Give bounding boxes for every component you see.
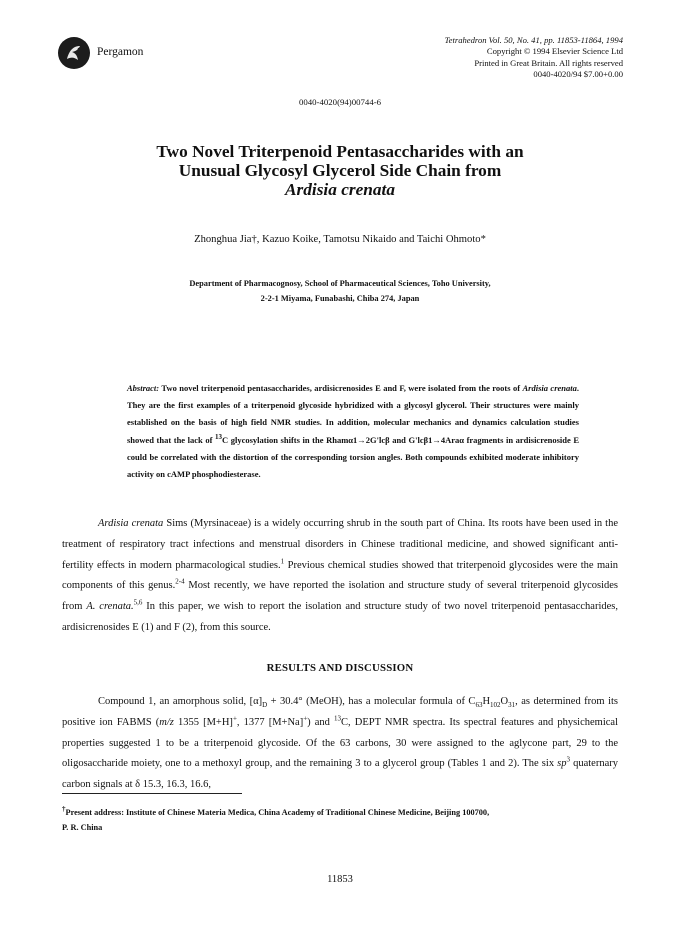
author-list: Zhonghua Jia†, Kazuo Koike, Tamotsu Nikaido and Taichi Ohmoto* (194, 234, 486, 245)
formula-subscript: 102 (490, 701, 501, 710)
charge-superscript: + (303, 714, 308, 723)
printed-line: Printed in Great Britain. All rights reserved (474, 57, 623, 68)
formula-element: O (500, 696, 509, 707)
pergamon-logo-icon (58, 37, 90, 69)
title-line-2: Unusual Glycosyl Glycerol Side Chain from (178, 161, 502, 180)
journal-citation: Tetrahedron Vol. 50, No. 41, pp. 11853-11864, 1994 (444, 35, 623, 45)
page-number: 11853 (327, 874, 353, 885)
affiliation-line-2: 2-2-1 Miyama, Funabashi, Chiba 274, Japan (260, 293, 420, 303)
body-text: C, DEPT NMR spectra. Its spectral features and physichemical properties suggested 1 to be a triterpenoid glycoside. Of the 63 carbons, 30 were assigned to the aglycone part, 29 to the oligosaccharide moiety, one to a methoxyl group, and the remaining 3 to a glycerol group (Tables 1 and 2). The six (62, 716, 618, 770)
abstract-text: Two novel triterpenoid pentasaccharides, ardisicrenosides E and F, were isolated from the roots of (159, 383, 523, 393)
intro-paragraph (62, 514, 618, 639)
abstract-species: Ardisia crenata (522, 383, 577, 393)
reference-superscript: 2-4 (175, 577, 185, 586)
body-text: quaternary carbon signals at δ 15.3, 16.3, 16.6, (62, 758, 618, 791)
title-line-1: Two Novel Triterpenoid Pentasaccharides with an (156, 142, 524, 161)
title-species: Ardisia crenata (285, 180, 395, 199)
body-text: Compound 1, an amorphous solid, [α] (98, 696, 263, 707)
body-text: Most recently, we have reported the isolation and structure study of several triterpenoid glycosides from (62, 580, 618, 613)
doi: 0040-4020(94)00744-6 (298, 97, 382, 107)
body-text: Previous chemical studies showed that triterpenoid glycosides were the main components of this genus. (62, 559, 619, 592)
publisher-name: Pergamon (97, 46, 144, 58)
footnote-text: Present address: Institute of Chinese Materia Medica, China Academy of Traditional Chinese Medicine, Beijing 100700, (65, 808, 490, 817)
isotope-superscript: 13 (215, 432, 223, 441)
abstract (127, 380, 579, 483)
results-paragraph (62, 692, 618, 796)
dagger-mark: † (62, 805, 66, 814)
abstract-label: Abstract: (127, 383, 160, 393)
copyright-line: Copyright © 1994 Elsevier Science Ltd (486, 46, 623, 57)
abstract-text: . They are the first examples of a triterpenoid glycoside hybridized with a glycosyl glycerol. Their structures were mainly established on the basis of high field NMR studies. In addition, molecular mechanics and dynamics calculation studies showed that the lack of (127, 383, 579, 445)
footnote-line-1 (62, 805, 618, 820)
body-text: In this paper, we wish to report the isolation and structure study of two novel triterpenoid pentasaccharides, ardisicrenosides E (1) and F (2), from this source. (62, 601, 618, 633)
footnote-line-2: P. R. China (62, 823, 103, 833)
reference-superscript: 5,6 (133, 598, 143, 607)
article-title (60, 142, 620, 199)
hybridization-superscript: 3 (566, 755, 571, 764)
body-text: 1355 [M+H] (173, 716, 233, 728)
formula-subscript: 31 (508, 701, 516, 710)
footnote (62, 805, 618, 836)
issn-price: 0040-4020/94 $7.00+0.00 (533, 68, 623, 79)
body-text: , as determined from its positive ion FABMS ( (62, 696, 618, 728)
publication-info (445, 35, 623, 80)
affiliation-line-1: Department of Pharmacognosy, School of Pharmaceutical Sciences, Toho University, (189, 279, 491, 288)
body-text: Sims (Myrsinaceae) is a widely occurring shrub in the south part of China. Its roots have been used in the treatment of respiratory tract infections and menstrual disorders in Chinese traditional medicine, and showed significant anti-fertility effects in modern pharmacological studies. (62, 518, 619, 571)
affiliation (0, 277, 680, 306)
isotope-superscript: 13 (334, 714, 342, 723)
formula-subscript: 63 (475, 701, 483, 710)
body-text: ) and (307, 716, 335, 728)
intro-species: Ardisia crenata (98, 518, 164, 529)
body-text: , 1377 [M+Na] (236, 716, 304, 728)
intro-species-abbr: A. crenata. (86, 601, 134, 613)
footnote-divider (62, 793, 242, 794)
formula-element: H (482, 696, 491, 707)
reference-superscript: 1 (280, 557, 285, 566)
section-heading: RESULTS AND DISCUSSION (266, 662, 414, 674)
sp-label: sp (557, 758, 567, 770)
body-text: + 30.4° (MeOH), has a molecular formula of C (267, 696, 476, 707)
subscript: D (262, 701, 268, 710)
mz-label: m/z (159, 716, 174, 728)
abstract-text: C glycosylation shifts in the Rhamα1→2G'lcβ and G'lcβ1→4Araα fragments in ardisicrenoside E could be correlated with the distortion of the corresponding torsion angles. Both compounds exhibited moderate inhibitory activity on cAMP phosphodiesterase. (127, 434, 579, 480)
charge-superscript: + (232, 714, 237, 723)
